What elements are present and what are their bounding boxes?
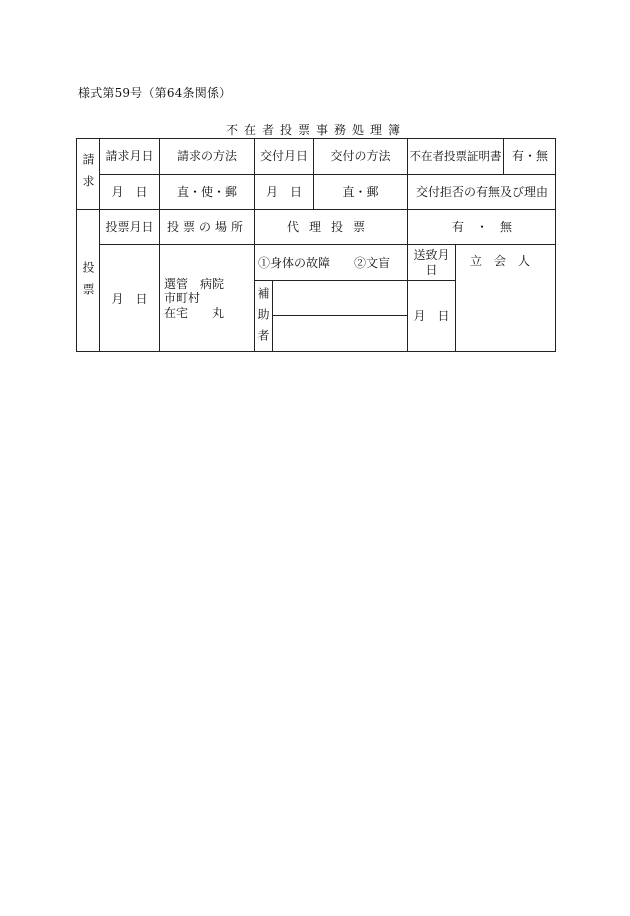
issue-month-day: 月 日 [265,185,302,199]
col-certificate: 不在者投票証明書 [409,149,502,163]
issue-method-value: 直・郵 [342,185,379,199]
place-option-1: 選管 病院 [164,277,225,291]
col-request-date: 請求月日 [105,149,154,163]
vote-section-label: 投票 [81,261,95,305]
table-grid-lines [76,138,556,352]
place-option-3: 在宅 丸 [164,306,225,320]
col-request-method: 請求の方法 [176,149,237,163]
place-option-2: 市町村 [164,291,201,305]
sent-month-day: 月 日 [413,309,450,323]
col-issue-date: 交付月日 [259,149,308,163]
refusal-reason: 交付拒否の有無及び理由 [415,185,548,199]
request-method-value: 直・使・郵 [176,185,237,199]
form-title: 不在者投票事務処理簿 [225,123,406,137]
certificate-choice: 有・無 [511,149,548,163]
col-proxy-vote: 代理投票 [286,220,375,234]
form-number: 様式第59号（第64条関係） [78,86,232,100]
col-issue-method: 交付の方法 [330,149,391,163]
request-month-day: 月 日 [111,185,148,199]
proxy-reasons: ①身体の故障 ②文盲 [258,256,391,270]
witness-label: 立会人 [469,254,542,268]
col-vote-date: 投票月日 [105,220,154,234]
sent-date-label-text: 送致月日 [413,248,450,277]
request-section-label: 請求 [81,153,95,197]
col-vote-place: 投票の場所 [166,220,247,234]
proxy-choice: 有 ・ 無 [451,220,512,234]
processing-register-table [76,138,556,352]
helper-label: 補助者 [256,286,270,350]
sent-date-label [408,248,455,278]
vote-month-day: 月 日 [111,292,148,306]
